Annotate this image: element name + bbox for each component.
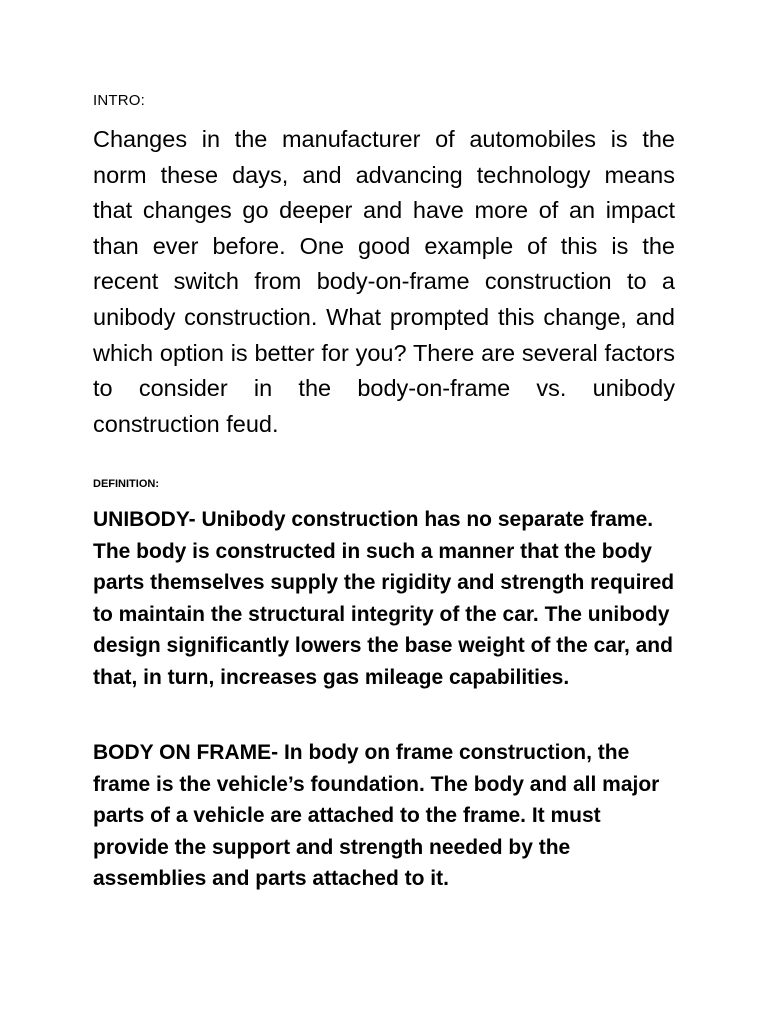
body-on-frame-definition: BODY ON FRAME- In body on frame construction, the frame is the vehicle’s foundation. The body and all major parts of a vehicle are attached to the frame. It must provide the support and strength needed by the assemblies and parts attached to it. bbox=[93, 741, 660, 890]
intro-label: INTRO: bbox=[93, 92, 146, 109]
intro-paragraph: Changes in the manufacturer of automobiles is the norm these days, and advancing technology means that changes go deeper and have more of an impact than ever before. One good example of this is the recent switch from body-on-frame construction to a unibody construction. What prompted this change, and which option is better for you? There are several factors to consider in the body-on-frame vs. unibody construction feud. bbox=[93, 126, 675, 437]
definition-label: DEFINITION: bbox=[93, 478, 159, 490]
unibody-definition: UNIBODY- Unibody construction has no separate frame. The body is constructed in such a manner that the body parts themselves supply the rigidity and strength required to maintain the structural integrity of the car. The unibody design significantly lowers the base weight of the car, and that, in turn, increases gas mileage capabilities. bbox=[93, 508, 675, 689]
